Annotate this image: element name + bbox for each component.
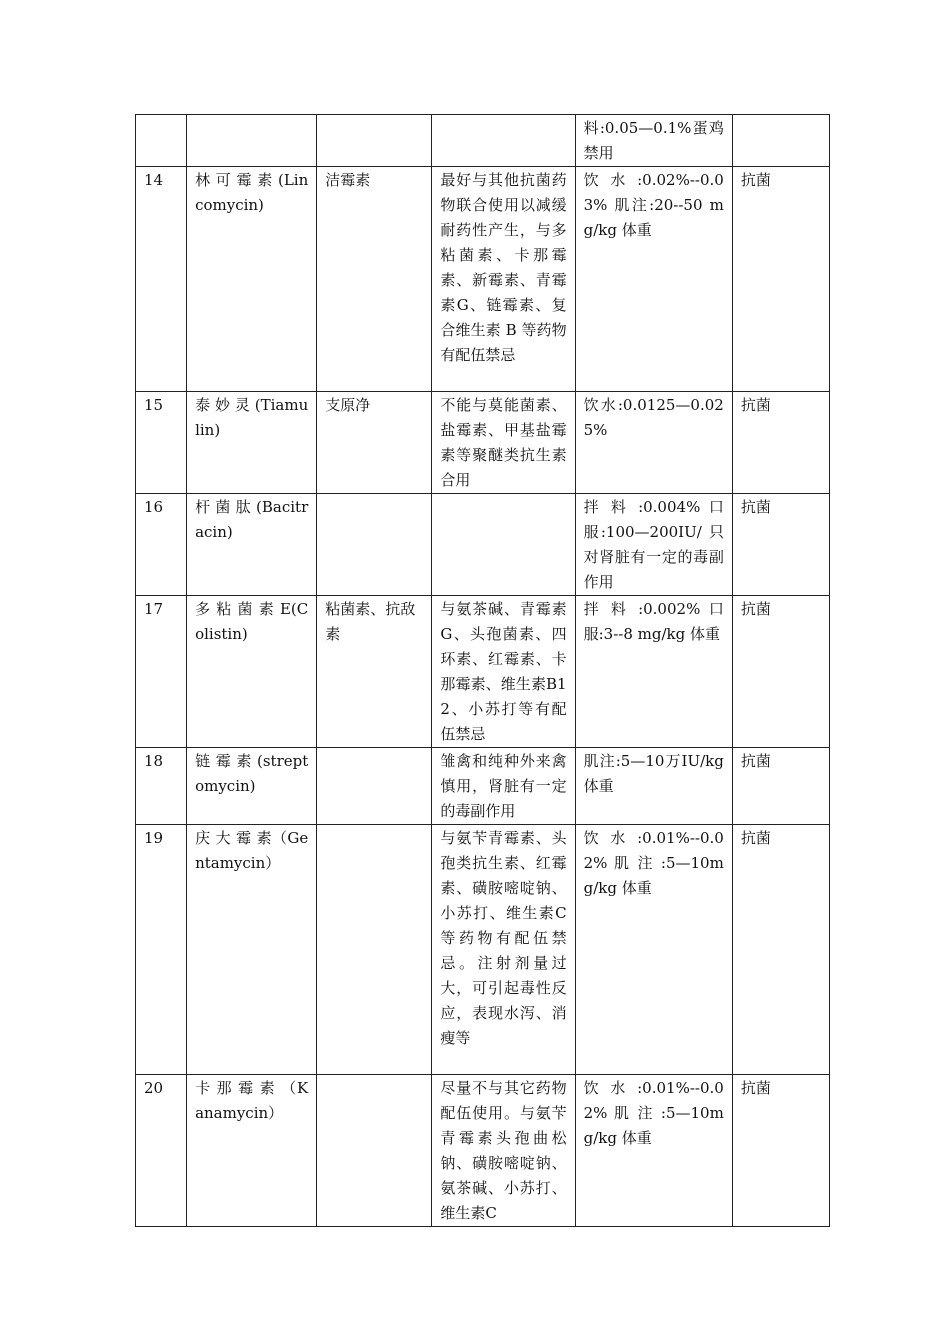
cell-dose: 料:0.05—0.1%蛋鸡禁用 (575, 115, 732, 167)
cell-alias: 粘菌素、抗敌素 (317, 596, 432, 748)
cell-use: 抗菌 (732, 748, 829, 825)
cell-no: 14 (136, 167, 187, 392)
table-row (136, 748, 830, 825)
cell-note (432, 115, 575, 167)
cell-alias: 洁霉素 (317, 167, 432, 392)
cell-note: 最好与其他抗菌药物联合使用以减缓耐药性产生，与多粘菌素、卡那霉素、新霉素、青霉素G、链霉素、复合维生素 B 等药物有配伍禁忌 (432, 167, 575, 392)
table-row (136, 1075, 830, 1227)
cell-dose: 拌 料 :0.004% 口服:100—200IU/ 只 对肾脏有一定的毒副作用 (575, 494, 732, 596)
cell-note: 与氨茶碱、青霉素G、头孢菌素、四环素、红霉素、卡那霉素、维生素B12、小苏打等有配伍禁忌 (432, 596, 575, 748)
table-row (136, 494, 830, 596)
cell-dose: 饮水:0.0125—0.025% (575, 392, 732, 494)
cell-alias (317, 115, 432, 167)
cell-dose: 饮水:0.01%--0.02% 肌 注 :5—10mg/kg 体重 (575, 825, 732, 1075)
cell-use: 抗菌 (732, 392, 829, 494)
cell-name: 链 霉 素 (streptomycin) (187, 748, 317, 825)
cell-dose: 饮水:0.01%--0.02% 肌 注 :5—10mg/kg 体重 (575, 1075, 732, 1227)
cell-dose: 肌注:5—10万IU/kg 体重 (575, 748, 732, 825)
cell-no: 19 (136, 825, 187, 1075)
cell-name: 卡 那 霉 素 （K anamycin） (187, 1075, 317, 1227)
cell-note: 不能与莫能菌素、盐霉素、甲基盐霉素等聚醚类抗生素合用 (432, 392, 575, 494)
cell-name: 泰 妙 灵 (Tiamulin) (187, 392, 317, 494)
cell-no: 17 (136, 596, 187, 748)
cell-no (136, 115, 187, 167)
cell-note (432, 494, 575, 596)
cell-name: 庆 大 霉 素（Gentamycin） (187, 825, 317, 1075)
table-outer-border-line (829, 114, 830, 1219)
cell-dose: 拌 料 :0.002% 口服:3--8 mg/kg 体重 (575, 596, 732, 748)
drug-table (135, 114, 830, 1227)
cell-name (187, 115, 317, 167)
cell-dose: 饮水:0.02%--0.03% 肌注:20--50 mg/kg 体重 (575, 167, 732, 392)
cell-alias (317, 494, 432, 596)
table-row (136, 825, 830, 1075)
cell-use: 抗菌 (732, 596, 829, 748)
table-row (136, 392, 830, 494)
table-row (136, 167, 830, 392)
table-row (136, 596, 830, 748)
cell-name: 林 可 霉 素 (Lincomycin) (187, 167, 317, 392)
cell-use: 抗菌 (732, 1075, 829, 1227)
cell-note: 雏禽和纯种外来禽慎用，肾脏有一定的毒副作用 (432, 748, 575, 825)
cell-no: 18 (136, 748, 187, 825)
cell-use: 抗菌 (732, 825, 829, 1075)
cell-use (732, 115, 829, 167)
cell-alias: 支原净 (317, 392, 432, 494)
cell-alias (317, 825, 432, 1075)
cell-use: 抗菌 (732, 494, 829, 596)
cell-use: 抗菌 (732, 167, 829, 392)
cell-alias (317, 748, 432, 825)
cell-no: 20 (136, 1075, 187, 1227)
cell-note: 与氨苄青霉素、头孢类抗生素、红霉素、磺胺嘧啶钠、小苏打、维生素C等药物有配伍禁忌。注射剂量过大，可引起毒性反应，表现水泻、消瘦等 (432, 825, 575, 1075)
cell-no: 15 (136, 392, 187, 494)
cell-alias (317, 1075, 432, 1227)
table-row (136, 115, 830, 167)
cell-name: 多 粘 菌 素 E(Colistin) (187, 596, 317, 748)
cell-no: 16 (136, 494, 187, 596)
cell-note: 尽量不与其它药物配伍使用。与氨苄青霉素头孢曲松钠、磺胺嘧啶钠、氨茶碱、小苏打、维生素C (432, 1075, 575, 1227)
cell-name: 杆 菌 肽 (Bacitracin) (187, 494, 317, 596)
